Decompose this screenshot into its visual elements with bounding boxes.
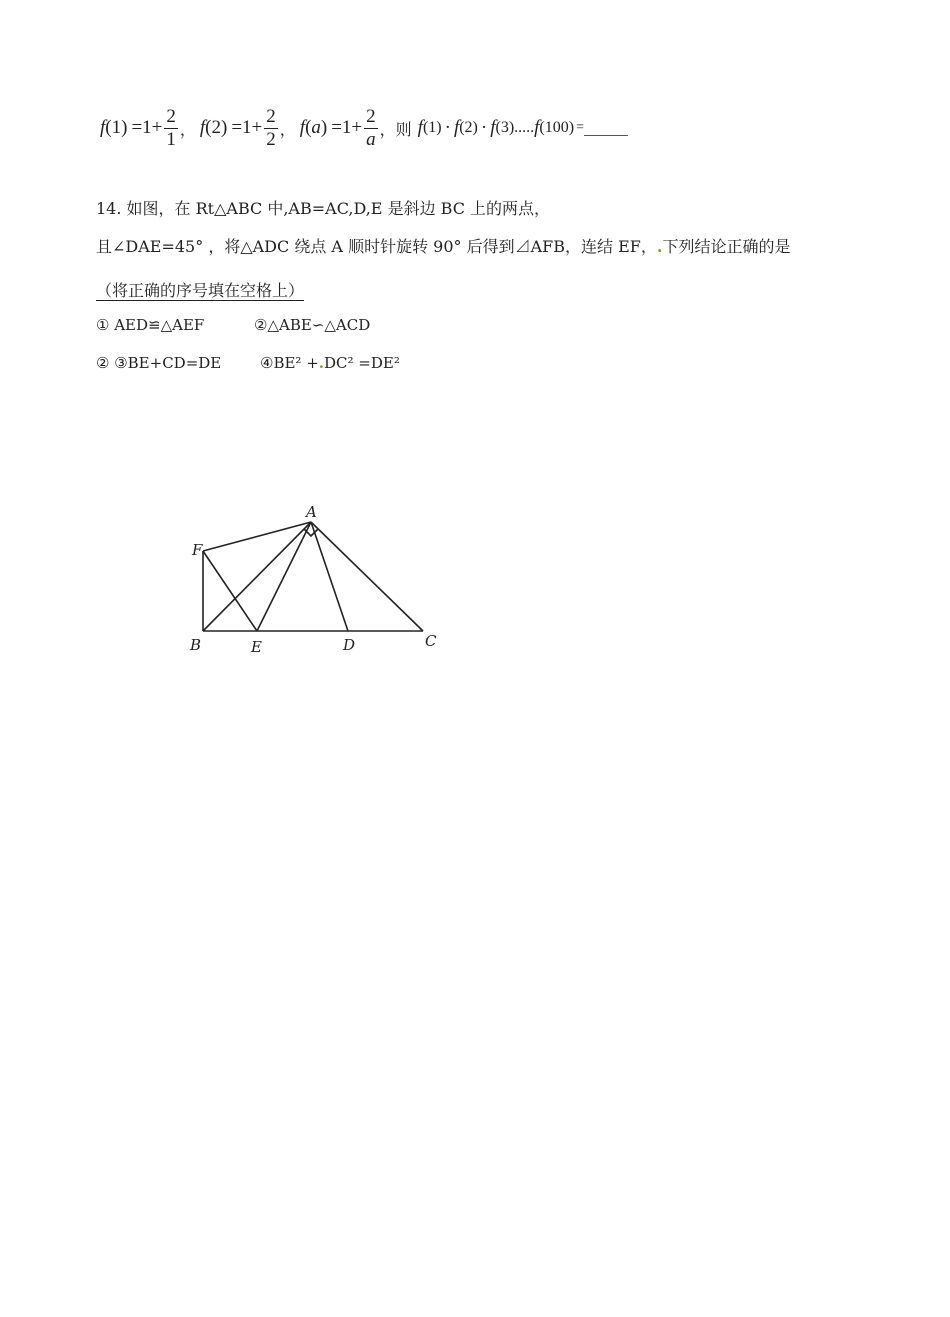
variable-a: a xyxy=(311,117,321,138)
function-argument: (2) xyxy=(205,117,228,138)
then-text: ，则 xyxy=(379,119,412,139)
fraction-2-over-1 xyxy=(164,106,178,151)
function-argument: (100) xyxy=(539,119,575,136)
paren-open: ( xyxy=(305,117,312,138)
stray-dot: . xyxy=(318,354,325,372)
equals-one-plus: =1+ xyxy=(131,117,163,138)
label-C: C xyxy=(425,632,437,650)
geometry-figure xyxy=(180,490,460,670)
separator: ， xyxy=(179,119,196,139)
function-symbol: f xyxy=(490,117,496,138)
option-4 xyxy=(260,354,400,372)
option-4-post: DC² =DE² xyxy=(324,354,400,372)
segment-EF xyxy=(203,551,257,631)
function-argument: (1) xyxy=(105,117,128,138)
segment-AE xyxy=(257,522,311,631)
question-line-2-tail: 下列结论正确的是 xyxy=(662,237,791,256)
equals-one-plus: =1+ xyxy=(331,117,363,138)
label-F: F xyxy=(192,541,203,559)
option-3: ② ③BE+CD=DE xyxy=(96,354,222,372)
denominator: 1 xyxy=(166,128,176,150)
function-argument: (2) xyxy=(459,119,478,136)
segment-AC xyxy=(311,522,423,631)
option-1: ① AED≌△AEF xyxy=(96,316,205,334)
equals-sign: = xyxy=(576,120,584,135)
question-line-1: 14. 如图，在 Rt△ABC 中,AB=AC,D,E 是斜边 BC 上的两点， xyxy=(96,199,551,218)
paren-close: ) xyxy=(320,117,328,138)
numerator: 2 xyxy=(266,105,276,127)
function-symbol: f xyxy=(100,117,106,138)
label-B: B xyxy=(190,636,202,654)
function-symbol: f xyxy=(453,117,460,138)
separator: ， xyxy=(279,119,296,139)
segment-AB xyxy=(203,522,311,631)
denominator: 2 xyxy=(266,128,276,150)
equals-one-plus: =1+ xyxy=(231,117,263,138)
denominator: a xyxy=(366,128,376,150)
function-symbol: f xyxy=(417,117,423,138)
fill-in-hint: （将正确的序号填在空格上） xyxy=(96,281,305,300)
question-line-2 xyxy=(96,234,790,257)
label-E: E xyxy=(251,638,262,656)
fraction-2-over-2 xyxy=(264,106,278,151)
function-argument: (3)..... xyxy=(495,119,535,136)
answer-blank xyxy=(584,121,628,136)
function-symbol: f xyxy=(199,117,206,138)
stray-dot: . xyxy=(656,237,663,256)
segment-AF xyxy=(203,522,311,551)
option-2: ②△ABE∽△ACD xyxy=(254,316,371,334)
option-4-pre: ④BE² + xyxy=(260,354,319,372)
multiplication-dot: · xyxy=(444,117,451,138)
formula-line xyxy=(100,103,628,153)
segment-AD xyxy=(311,522,348,631)
fraction-2-over-a xyxy=(364,106,378,151)
numerator: 2 xyxy=(166,105,176,127)
question-line-2-text: 且∠DAE=45° ，将△ADC 绕点 A 顺时针旋转 90° 后得到⊿AFB，连结 EF， xyxy=(96,237,657,256)
label-A: A xyxy=(306,503,317,521)
multiplication-dot: · xyxy=(480,117,488,138)
function-symbol: f xyxy=(299,117,306,138)
function-argument: (1) xyxy=(422,119,442,136)
function-symbol: f xyxy=(534,117,540,138)
numerator: 2 xyxy=(366,105,376,127)
label-D: D xyxy=(343,636,356,654)
